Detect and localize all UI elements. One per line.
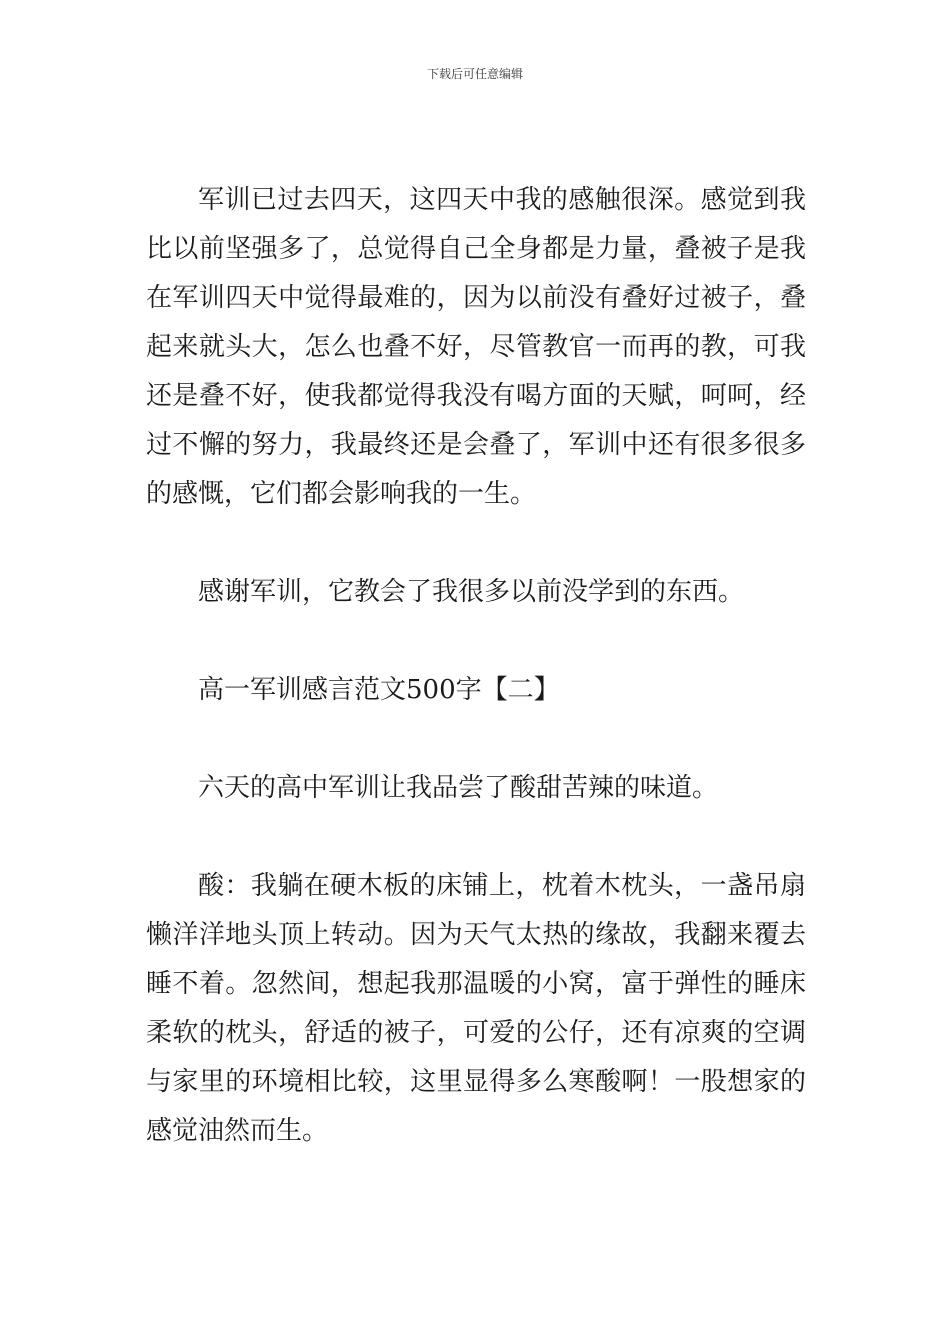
paragraph-spacer	[146, 617, 806, 666]
paragraph-military-training-reflection: 军训已过去四天，这四天中我的感触很深。感觉到我比以前坚强多了，总觉得自己全身都是力量，叠被子是我在军训四天中觉得最难的，因为以前没有叠好过被子，叠起来就头大，怎么也叠不好，尽管教官一而再的教，可我还是叠不好，使我都觉得我没有喝方面的天赋，呵呵，经过不懈的努力，我最终还是会叠了，军训中还有很多很多的感慨，它们都会影响我的一生。	[146, 185, 806, 509]
paragraph-sour: 酸：我躺在硬木板的床铺上，枕着木枕头，一盏吊扇懒洋洋地头顶上转动。因为天气太热的缘故，我翻来覆去睡不着。忽然间，想起我那温暖的小窝，富于弹性的睡床柔软的枕头，舒适的被子，可爱的公仔，还有凉爽的空调与家里的环境相比较，这里显得多么寒酸啊！一股想家的感觉油然而生。	[146, 871, 806, 1146]
section-heading: 高一军训感言范文500字【二】	[198, 675, 560, 705]
paragraph-spacer	[146, 519, 806, 568]
document-body	[146, 176, 806, 1156]
paragraph-spacer	[146, 715, 806, 764]
paragraph-spacer	[146, 813, 806, 862]
paragraph-intro: 六天的高中军训让我品尝了酸甜苦辣的味道。	[198, 773, 719, 803]
header-note: 下载后可任意编辑	[426, 67, 523, 81]
paragraph-thanks: 感谢军训，它教会了我很多以前没学到的东西。	[198, 577, 745, 607]
